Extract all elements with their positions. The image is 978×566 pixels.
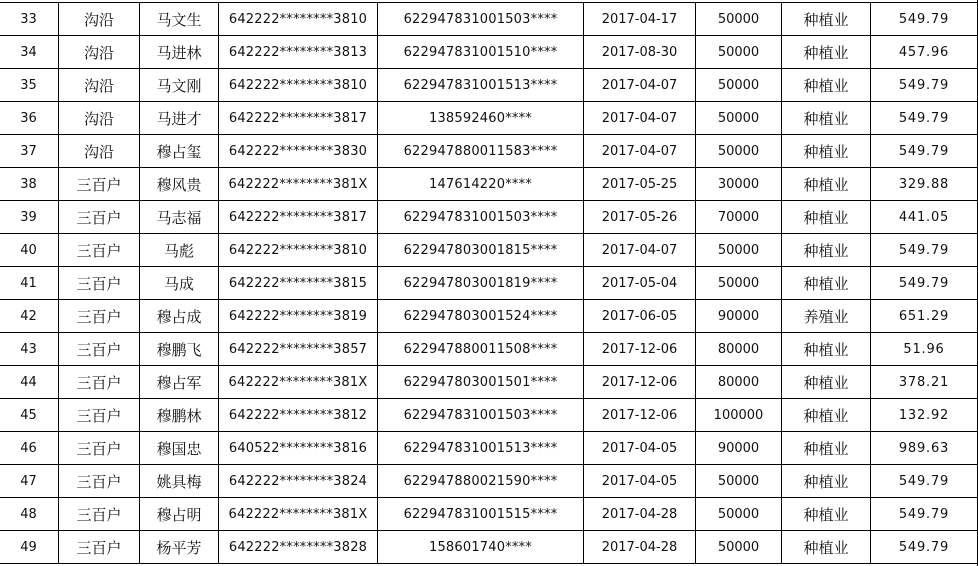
loan-amount-cell[interactable]: 70000 — [696, 201, 782, 234]
id-number-cell[interactable]: 642222********3810 — [219, 69, 378, 102]
interest-cell[interactable]: 549.79 — [871, 135, 978, 168]
interest-cell[interactable]: 51.96 — [871, 333, 978, 366]
account-number-cell[interactable]: 622947803001524**** — [378, 300, 584, 333]
village-cell[interactable]: 三百户 — [59, 234, 140, 267]
row-index-cell[interactable]: 46 — [0, 432, 59, 465]
industry-cell[interactable]: 种植业 — [782, 168, 871, 201]
table-row[interactable] — [0, 102, 978, 135]
account-number-cell[interactable]: 147614220**** — [378, 168, 584, 201]
name-cell[interactable]: 穆国忠 — [140, 432, 219, 465]
table-row[interactable] — [0, 531, 978, 564]
row-index-cell[interactable]: 41 — [0, 267, 59, 300]
industry-cell[interactable]: 种植业 — [782, 498, 871, 531]
industry-cell[interactable]: 种植业 — [782, 366, 871, 399]
loan-amount-cell[interactable]: 80000 — [696, 366, 782, 399]
village-cell[interactable]: 沟沿 — [59, 102, 140, 135]
industry-cell[interactable]: 养殖业 — [782, 300, 871, 333]
account-number-cell[interactable]: 622947880021590**** — [378, 465, 584, 498]
industry-cell[interactable]: 种植业 — [782, 234, 871, 267]
loan-amount-cell[interactable]: 50000 — [696, 69, 782, 102]
loan-amount-cell[interactable]: 50000 — [696, 267, 782, 300]
interest-cell[interactable]: 441.05 — [871, 201, 978, 234]
industry-cell[interactable]: 种植业 — [782, 465, 871, 498]
loan-amount-cell[interactable]: 80000 — [696, 333, 782, 366]
loan-date-cell[interactable]: 2017-12-06 — [584, 399, 696, 432]
loan-amount-cell[interactable]: 50000 — [696, 465, 782, 498]
id-number-cell[interactable]: 642222********3810 — [219, 234, 378, 267]
loan-date-cell[interactable]: 2017-04-28 — [584, 531, 696, 564]
id-number-cell[interactable]: 642222********3813 — [219, 36, 378, 69]
loan-date-cell[interactable]: 2017-04-07 — [584, 102, 696, 135]
row-index-cell[interactable]: 38 — [0, 168, 59, 201]
loan-date-cell[interactable]: 2017-04-28 — [584, 498, 696, 531]
interest-cell[interactable]: 549.79 — [871, 531, 978, 564]
row-index-cell[interactable]: 40 — [0, 234, 59, 267]
row-index-cell[interactable]: 43 — [0, 333, 59, 366]
loan-date-cell[interactable]: 2017-08-30 — [584, 36, 696, 69]
name-cell[interactable]: 穆风贵 — [140, 168, 219, 201]
account-number-cell[interactable]: 622947831001503**** — [378, 201, 584, 234]
row-index-cell[interactable]: 35 — [0, 69, 59, 102]
industry-cell[interactable]: 种植业 — [782, 3, 871, 36]
name-cell[interactable]: 姚具梅 — [140, 465, 219, 498]
loan-date-cell[interactable]: 2017-05-04 — [584, 267, 696, 300]
table-row[interactable] — [0, 498, 978, 531]
table-row[interactable] — [0, 333, 978, 366]
table-row[interactable] — [0, 366, 978, 399]
table-row[interactable] — [0, 465, 978, 498]
name-cell[interactable]: 穆占成 — [140, 300, 219, 333]
loan-date-cell[interactable]: 2017-12-06 — [584, 333, 696, 366]
name-cell[interactable]: 马文生 — [140, 3, 219, 36]
loan-amount-cell[interactable]: 90000 — [696, 300, 782, 333]
row-index-cell[interactable]: 47 — [0, 465, 59, 498]
name-cell[interactable]: 马进林 — [140, 36, 219, 69]
loan-date-cell[interactable]: 2017-04-17 — [584, 3, 696, 36]
row-index-cell[interactable]: 42 — [0, 300, 59, 333]
id-number-cell[interactable]: 642222********3819 — [219, 300, 378, 333]
interest-cell[interactable]: 989.63 — [871, 432, 978, 465]
interest-cell[interactable]: 378.21 — [871, 366, 978, 399]
village-cell[interactable]: 沟沿 — [59, 3, 140, 36]
loan-amount-cell[interactable]: 50000 — [696, 36, 782, 69]
loan-records-table — [0, 2, 978, 564]
table-row[interactable] — [0, 300, 978, 333]
interest-cell[interactable]: 329.88 — [871, 168, 978, 201]
interest-cell[interactable]: 549.79 — [871, 498, 978, 531]
account-number-cell[interactable]: 622947803001501**** — [378, 366, 584, 399]
table-row[interactable] — [0, 135, 978, 168]
industry-cell[interactable]: 种植业 — [782, 135, 871, 168]
id-number-cell[interactable]: 642222********3828 — [219, 531, 378, 564]
name-cell[interactable]: 穆占军 — [140, 366, 219, 399]
account-number-cell[interactable]: 622947831001515**** — [378, 498, 584, 531]
id-number-cell[interactable]: 642222********3812 — [219, 399, 378, 432]
interest-cell[interactable]: 549.79 — [871, 267, 978, 300]
village-cell[interactable]: 三百户 — [59, 267, 140, 300]
industry-cell[interactable]: 种植业 — [782, 333, 871, 366]
account-number-cell[interactable]: 622947831001503**** — [378, 399, 584, 432]
table-row[interactable] — [0, 69, 978, 102]
loan-date-cell[interactable]: 2017-04-07 — [584, 234, 696, 267]
loan-amount-cell[interactable]: 50000 — [696, 102, 782, 135]
village-cell[interactable]: 三百户 — [59, 333, 140, 366]
account-number-cell[interactable]: 622947880011583**** — [378, 135, 584, 168]
row-index-cell[interactable]: 33 — [0, 3, 59, 36]
interest-cell[interactable]: 457.96 — [871, 36, 978, 69]
interest-cell[interactable]: 549.79 — [871, 102, 978, 135]
account-number-cell[interactable]: 138592460**** — [378, 102, 584, 135]
loan-amount-cell[interactable]: 50000 — [696, 135, 782, 168]
row-index-cell[interactable]: 48 — [0, 498, 59, 531]
account-number-cell[interactable]: 622947880011508**** — [378, 333, 584, 366]
table-row[interactable] — [0, 168, 978, 201]
row-index-cell[interactable]: 45 — [0, 399, 59, 432]
village-cell[interactable]: 沟沿 — [59, 135, 140, 168]
account-number-cell[interactable]: 622947831001503**** — [378, 3, 584, 36]
table-row[interactable] — [0, 3, 978, 36]
name-cell[interactable]: 穆占明 — [140, 498, 219, 531]
interest-cell[interactable]: 549.79 — [871, 465, 978, 498]
loan-date-cell[interactable]: 2017-05-26 — [584, 201, 696, 234]
account-number-cell[interactable]: 622947803001815**** — [378, 234, 584, 267]
loan-date-cell[interactable]: 2017-04-05 — [584, 465, 696, 498]
id-number-cell[interactable]: 642222********381X — [219, 366, 378, 399]
loan-amount-cell[interactable]: 50000 — [696, 234, 782, 267]
loan-date-cell[interactable]: 2017-06-05 — [584, 300, 696, 333]
loan-amount-cell[interactable]: 30000 — [696, 168, 782, 201]
village-cell[interactable]: 三百户 — [59, 201, 140, 234]
name-cell[interactable]: 穆占玺 — [140, 135, 219, 168]
id-number-cell[interactable]: 642222********3817 — [219, 201, 378, 234]
village-cell[interactable]: 三百户 — [59, 498, 140, 531]
row-index-cell[interactable]: 36 — [0, 102, 59, 135]
loan-date-cell[interactable]: 2017-05-25 — [584, 168, 696, 201]
name-cell[interactable]: 穆鹏飞 — [140, 333, 219, 366]
loan-date-cell[interactable]: 2017-04-07 — [584, 69, 696, 102]
id-number-cell[interactable]: 642222********381X — [219, 498, 378, 531]
name-cell[interactable]: 杨平芳 — [140, 531, 219, 564]
village-cell[interactable]: 沟沿 — [59, 69, 140, 102]
industry-cell[interactable]: 种植业 — [782, 531, 871, 564]
village-cell[interactable]: 三百户 — [59, 366, 140, 399]
village-cell[interactable]: 三百户 — [59, 300, 140, 333]
industry-cell[interactable]: 种植业 — [782, 267, 871, 300]
loan-amount-cell[interactable]: 100000 — [696, 399, 782, 432]
loan-amount-cell[interactable]: 50000 — [696, 498, 782, 531]
table-row[interactable] — [0, 234, 978, 267]
id-number-cell[interactable]: 640522********3816 — [219, 432, 378, 465]
industry-cell[interactable]: 种植业 — [782, 69, 871, 102]
loan-date-cell[interactable]: 2017-04-07 — [584, 135, 696, 168]
name-cell[interactable]: 马进才 — [140, 102, 219, 135]
account-number-cell[interactable]: 622947803001819**** — [378, 267, 584, 300]
table-body — [0, 3, 978, 564]
id-number-cell[interactable]: 642222********3857 — [219, 333, 378, 366]
row-index-cell[interactable]: 44 — [0, 366, 59, 399]
account-number-cell[interactable]: 622947831001510**** — [378, 36, 584, 69]
village-cell[interactable]: 三百户 — [59, 168, 140, 201]
loan-date-cell[interactable]: 2017-04-05 — [584, 432, 696, 465]
loan-date-cell[interactable]: 2017-12-06 — [584, 366, 696, 399]
id-number-cell[interactable]: 642222********381X — [219, 168, 378, 201]
name-cell[interactable]: 马文刚 — [140, 69, 219, 102]
industry-cell[interactable]: 种植业 — [782, 102, 871, 135]
table-row[interactable] — [0, 36, 978, 69]
table-row[interactable] — [0, 432, 978, 465]
row-index-cell[interactable]: 37 — [0, 135, 59, 168]
industry-cell[interactable]: 种植业 — [782, 399, 871, 432]
row-index-cell[interactable]: 34 — [0, 36, 59, 69]
id-number-cell[interactable]: 642222********3810 — [219, 3, 378, 36]
id-number-cell[interactable]: 642222********3815 — [219, 267, 378, 300]
interest-cell[interactable]: 549.79 — [871, 69, 978, 102]
interest-cell[interactable]: 549.79 — [871, 234, 978, 267]
industry-cell[interactable]: 种植业 — [782, 201, 871, 234]
name-cell[interactable]: 马志福 — [140, 201, 219, 234]
loan-amount-cell[interactable]: 90000 — [696, 432, 782, 465]
village-cell[interactable]: 三百户 — [59, 432, 140, 465]
village-cell[interactable]: 三百户 — [59, 399, 140, 432]
name-cell[interactable]: 马成 — [140, 267, 219, 300]
village-cell[interactable]: 沟沿 — [59, 36, 140, 69]
interest-cell[interactable]: 549.79 — [871, 3, 978, 36]
interest-cell[interactable]: 651.29 — [871, 300, 978, 333]
village-cell[interactable]: 三百户 — [59, 531, 140, 564]
village-cell[interactable]: 三百户 — [59, 465, 140, 498]
id-number-cell[interactable]: 642222********3817 — [219, 102, 378, 135]
id-number-cell[interactable]: 642222********3830 — [219, 135, 378, 168]
row-index-cell[interactable]: 39 — [0, 201, 59, 234]
account-number-cell[interactable]: 158601740**** — [378, 531, 584, 564]
account-number-cell[interactable]: 622947831001513**** — [378, 69, 584, 102]
table-row[interactable] — [0, 201, 978, 234]
industry-cell[interactable]: 种植业 — [782, 36, 871, 69]
industry-cell[interactable]: 种植业 — [782, 432, 871, 465]
name-cell[interactable]: 穆鹏林 — [140, 399, 219, 432]
interest-cell[interactable]: 132.92 — [871, 399, 978, 432]
table-row[interactable] — [0, 399, 978, 432]
id-number-cell[interactable]: 642222********3824 — [219, 465, 378, 498]
account-number-cell[interactable]: 622947831001513**** — [378, 432, 584, 465]
loan-amount-cell[interactable]: 50000 — [696, 3, 782, 36]
row-index-cell[interactable]: 49 — [0, 531, 59, 564]
name-cell[interactable]: 马彪 — [140, 234, 219, 267]
table-row[interactable] — [0, 267, 978, 300]
loan-amount-cell[interactable]: 50000 — [696, 531, 782, 564]
